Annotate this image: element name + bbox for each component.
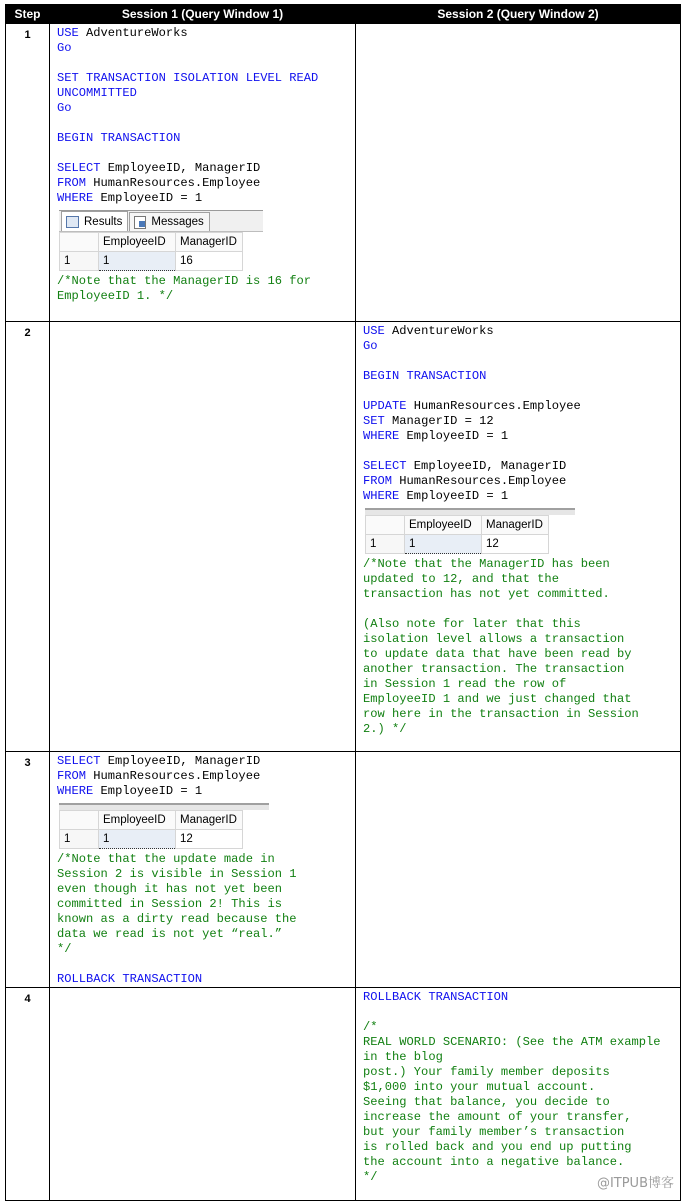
cell-managerid[interactable]: 16 (176, 252, 243, 271)
code-line (57, 26, 355, 41)
results-panel-edge (59, 803, 269, 810)
sql-code (57, 754, 355, 799)
grid-icon (66, 216, 79, 228)
tab-results-label: Results (84, 215, 123, 228)
result-table (365, 515, 549, 554)
sql-keyword: FROM (57, 176, 87, 190)
sql-keyword: SET (363, 414, 385, 428)
code-line (57, 101, 355, 116)
watermark: @ITPUB博客 (596, 1176, 674, 1191)
sql-keyword: SELECT (57, 754, 101, 768)
code-line (57, 86, 355, 101)
sql-keyword: SELECT (57, 161, 101, 175)
table-row (366, 535, 549, 554)
column-header-managerid: ManagerID (176, 811, 243, 830)
sql-comment: /*Note that the ManagerID has been updated to 12, and that the transaction has not yet committed. (Also note for later that this isolation level allows a transaction to update data that have been read by another transaction. The transaction in Session 1 read the row of EmployeeID 1 and we just changed that row here in the transaction in Session 2.) */ (363, 557, 639, 736)
code-line (57, 784, 355, 799)
sql-keyword: WHERE (57, 191, 94, 205)
session1-cell (50, 988, 356, 1201)
results-panel-edge (365, 508, 575, 515)
sql-text: EmployeeID, ManagerID (406, 459, 567, 473)
cell-employeeid[interactable]: 1 (405, 535, 482, 554)
column-header-employeeid: EmployeeID (99, 811, 176, 830)
code-line (363, 474, 680, 489)
sql-text: HumanResources.Employee (86, 769, 261, 783)
session2-cell (356, 24, 681, 322)
step-row-3 (6, 752, 681, 988)
sql-code (57, 26, 355, 206)
code-line (363, 369, 680, 384)
code-line (57, 176, 355, 191)
code-line (57, 191, 355, 206)
session2-cell (356, 988, 681, 1201)
code-line (363, 429, 680, 444)
sql-keyword: BEGIN TRANSACTION (57, 131, 181, 145)
sql-text: HumanResources.Employee (392, 474, 567, 488)
cell-managerid[interactable]: 12 (482, 535, 549, 554)
tab-messages-label: Messages (151, 216, 204, 228)
result-table (59, 232, 243, 271)
sql-keyword: BEGIN TRANSACTION (363, 369, 487, 383)
result-header-row (60, 811, 243, 830)
sql-keyword: Go (57, 101, 72, 115)
header-row (6, 5, 681, 24)
table-row (60, 830, 243, 849)
sql-keyword: USE (57, 26, 79, 40)
code-line (57, 769, 355, 784)
code-line (57, 146, 355, 161)
messages-icon (134, 216, 146, 229)
sql-text: EmployeeID, ManagerID (100, 754, 261, 768)
step-number: 3 (6, 752, 50, 988)
sql-comment: /* REAL WORLD SCENARIO: (See the ATM example in the blog post.) Your family member deposits $1,000 into your mutual account. Seeing that balance, you decide to increase the amount of your transfer, but your family member’s transaction is rolled back and you end up putting the account into a negative balance. */ (363, 1020, 661, 1184)
sql-keyword: Go (363, 339, 378, 353)
sql-keyword: SET TRANSACTION ISOLATION LEVEL READ (57, 71, 319, 85)
code-line (57, 161, 355, 176)
code-line (57, 131, 355, 146)
step-row-1 (6, 24, 681, 322)
sql-text: AdventureWorks (78, 26, 188, 40)
code-line (363, 489, 680, 504)
sql-keyword: UPDATE (363, 399, 407, 413)
result-header-row (366, 516, 549, 535)
code-line (363, 339, 680, 354)
code-line (363, 384, 680, 399)
code-line (57, 754, 355, 769)
result-header-row (60, 233, 243, 252)
session1-cell (50, 752, 356, 988)
code-line (363, 354, 680, 369)
row-number: 1 (366, 535, 405, 554)
sql-keyword: SELECT (363, 459, 407, 473)
cell-employeeid[interactable]: 1 (99, 252, 176, 271)
sql-code (363, 324, 680, 504)
code-line (57, 71, 355, 86)
column-header-managerid: ManagerID (482, 516, 549, 535)
column-header-employeeid: EmployeeID (99, 233, 176, 252)
sql-text: EmployeeID = 1 (399, 489, 509, 503)
results-tabs (59, 210, 263, 232)
code-line (57, 41, 355, 56)
rollback-statement: ROLLBACK TRANSACTION (363, 990, 509, 1004)
steps-table (5, 4, 681, 1201)
session1-cell (50, 24, 356, 322)
cell-managerid[interactable]: 12 (176, 830, 243, 849)
sql-text: HumanResources.Employee (86, 176, 261, 190)
code-line (57, 116, 355, 131)
row-number: 1 (60, 252, 99, 271)
tab-messages[interactable] (129, 212, 209, 231)
sql-text: EmployeeID = 1 (399, 429, 509, 443)
results-grid (59, 210, 355, 271)
sql-keyword: Go (57, 41, 72, 55)
sql-text: EmployeeID = 1 (93, 784, 203, 798)
sql-text: EmployeeID = 1 (93, 191, 203, 205)
result-table (59, 810, 243, 849)
column-header-employeeid: EmployeeID (405, 516, 482, 535)
column-header-managerid: ManagerID (176, 233, 243, 252)
step-number: 4 (6, 988, 50, 1201)
sql-keyword: FROM (363, 474, 393, 488)
sql-text: HumanResources.Employee (406, 399, 581, 413)
header-step: Step (6, 5, 50, 24)
rollback-statement: ROLLBACK TRANSACTION (57, 972, 203, 986)
sql-text: EmployeeID, ManagerID (100, 161, 261, 175)
sql-keyword: USE (363, 324, 385, 338)
session2-cell (356, 752, 681, 988)
row-number-header (60, 811, 99, 830)
results-grid (59, 803, 355, 849)
code-line (363, 324, 680, 339)
table-row (60, 252, 243, 271)
results-grid (365, 508, 680, 554)
code-line (363, 459, 680, 474)
row-number: 1 (60, 830, 99, 849)
code-line (57, 56, 355, 71)
sql-keyword: WHERE (363, 429, 400, 443)
row-number-header (366, 516, 405, 535)
sql-text: ManagerID = 12 (384, 414, 494, 428)
row-number-header (60, 233, 99, 252)
sql-keyword: UNCOMMITTED (57, 86, 137, 100)
header-session1: Session 1 (Query Window 1) (50, 5, 356, 24)
step-row-2 (6, 322, 681, 752)
sql-comment: /*Note that the ManagerID is 16 for EmployeeID 1. */ (57, 274, 312, 303)
sql-keyword: WHERE (363, 489, 400, 503)
cell-employeeid[interactable]: 1 (99, 830, 176, 849)
session2-cell (356, 322, 681, 752)
tab-results[interactable] (61, 211, 128, 231)
sql-keyword: WHERE (57, 784, 94, 798)
step-number: 1 (6, 24, 50, 322)
sql-comment: /*Note that the update made in Session 2 is visible in Session 1 even though it has not yet been committed in Session 2! This is known as a dirty read because the data we read is not yet “real.” */ (57, 852, 297, 956)
step-row-4 (6, 988, 681, 1201)
code-line (363, 399, 680, 414)
sql-keyword: FROM (57, 769, 87, 783)
header-session2: Session 2 (Query Window 2) (356, 5, 681, 24)
code-line (363, 444, 680, 459)
sql-text: AdventureWorks (384, 324, 494, 338)
code-line (363, 414, 680, 429)
session1-cell (50, 322, 356, 752)
step-number: 2 (6, 322, 50, 752)
